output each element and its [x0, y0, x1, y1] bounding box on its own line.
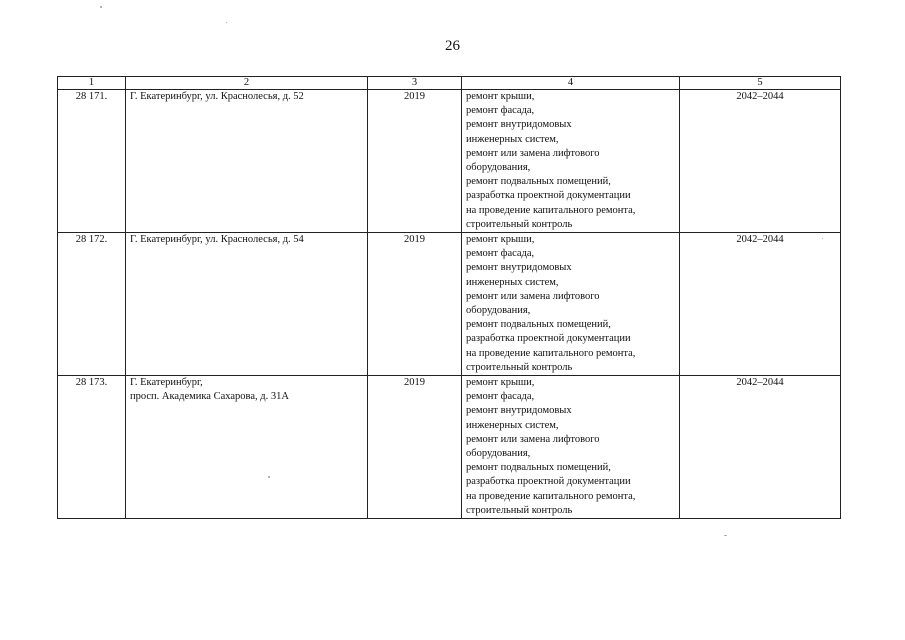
year-cell: 2019: [368, 90, 462, 233]
row-number: 28 172.: [58, 233, 126, 376]
work-item: оборудования,: [466, 162, 531, 174]
works-cell: [462, 90, 680, 233]
work-item: разработка проектной документации: [466, 190, 631, 202]
work-item: строительный контроль: [466, 218, 573, 230]
work-item: на проведение капитального ремонта,: [466, 204, 636, 216]
period-cell: 2042–2044: [680, 233, 841, 376]
header-cell-1: 1: [58, 77, 126, 90]
row-number: 28 173.: [58, 376, 126, 519]
work-item: оборудования,: [466, 305, 531, 317]
work-item: на проведение капитального ремонта,: [466, 490, 636, 502]
work-item: ремонт подвальных помещений,: [466, 176, 611, 188]
work-item: инженерных систем,: [466, 133, 559, 145]
period-cell: 2042–2044: [680, 90, 841, 233]
scan-speck: [100, 6, 102, 8]
work-item: строительный контроль: [466, 504, 573, 516]
scan-speck: [822, 238, 823, 239]
address-cell: [126, 233, 368, 376]
year-cell: 2019: [368, 233, 462, 376]
work-item: оборудования,: [466, 448, 531, 460]
address-line: Г. Екатеринбург, ул. Краснолесья, д. 54: [130, 234, 304, 246]
repair-schedule-table: [57, 76, 841, 519]
work-item: ремонт крыши,: [466, 234, 535, 246]
work-item: ремонт внутридомовых: [466, 262, 572, 274]
work-item: инженерных систем,: [466, 276, 559, 288]
address-cell: [126, 90, 368, 233]
work-item: ремонт крыши,: [466, 377, 535, 389]
work-item: ремонт фасада,: [466, 391, 535, 403]
scan-speck: [268, 476, 270, 478]
work-item: ремонт внутридомовых: [466, 405, 572, 417]
work-item: строительный контроль: [466, 361, 573, 373]
address-line: Г. Екатеринбург, ул. Краснолесья, д. 52: [130, 91, 304, 102]
work-item: ремонт или замена лифтового: [466, 433, 600, 445]
work-item: ремонт подвальных помещений,: [466, 462, 611, 474]
work-item: ремонт фасада,: [466, 105, 535, 117]
header-row: [58, 77, 841, 90]
work-item: разработка проектной документации: [466, 476, 631, 488]
table-row: [58, 90, 841, 233]
work-item: разработка проектной документации: [466, 333, 631, 345]
work-item: ремонт крыши,: [466, 91, 535, 102]
address-cell: [126, 376, 368, 519]
work-item: на проведение капитального ремонта,: [466, 347, 636, 359]
work-item: ремонт фасада,: [466, 248, 535, 260]
works-cell: [462, 233, 680, 376]
table-row: [58, 376, 841, 519]
work-item: инженерных систем,: [466, 419, 559, 431]
work-item: ремонт или замена лифтового: [466, 290, 600, 302]
year-cell: 2019: [368, 376, 462, 519]
period-cell: 2042–2044: [680, 376, 841, 519]
scan-speck: [724, 535, 727, 536]
header-cell-5: 5: [680, 77, 841, 90]
work-item: ремонт или замена лифтового: [466, 147, 600, 159]
header-cell-4: 4: [462, 77, 680, 90]
header-cell-2: 2: [126, 77, 368, 90]
work-item: ремонт внутридомовых: [466, 119, 572, 131]
header-cell-3: 3: [368, 77, 462, 90]
address-line: Г. Екатеринбург,: [130, 377, 203, 389]
address-line: просп. Академика Сахарова, д. 31А: [130, 391, 289, 403]
work-item: ремонт подвальных помещений,: [466, 319, 611, 331]
page-number: 26: [445, 38, 460, 54]
table-row: [58, 233, 841, 376]
works-cell: [462, 376, 680, 519]
scan-speck: [226, 22, 227, 23]
row-number: 28 171.: [58, 90, 126, 233]
